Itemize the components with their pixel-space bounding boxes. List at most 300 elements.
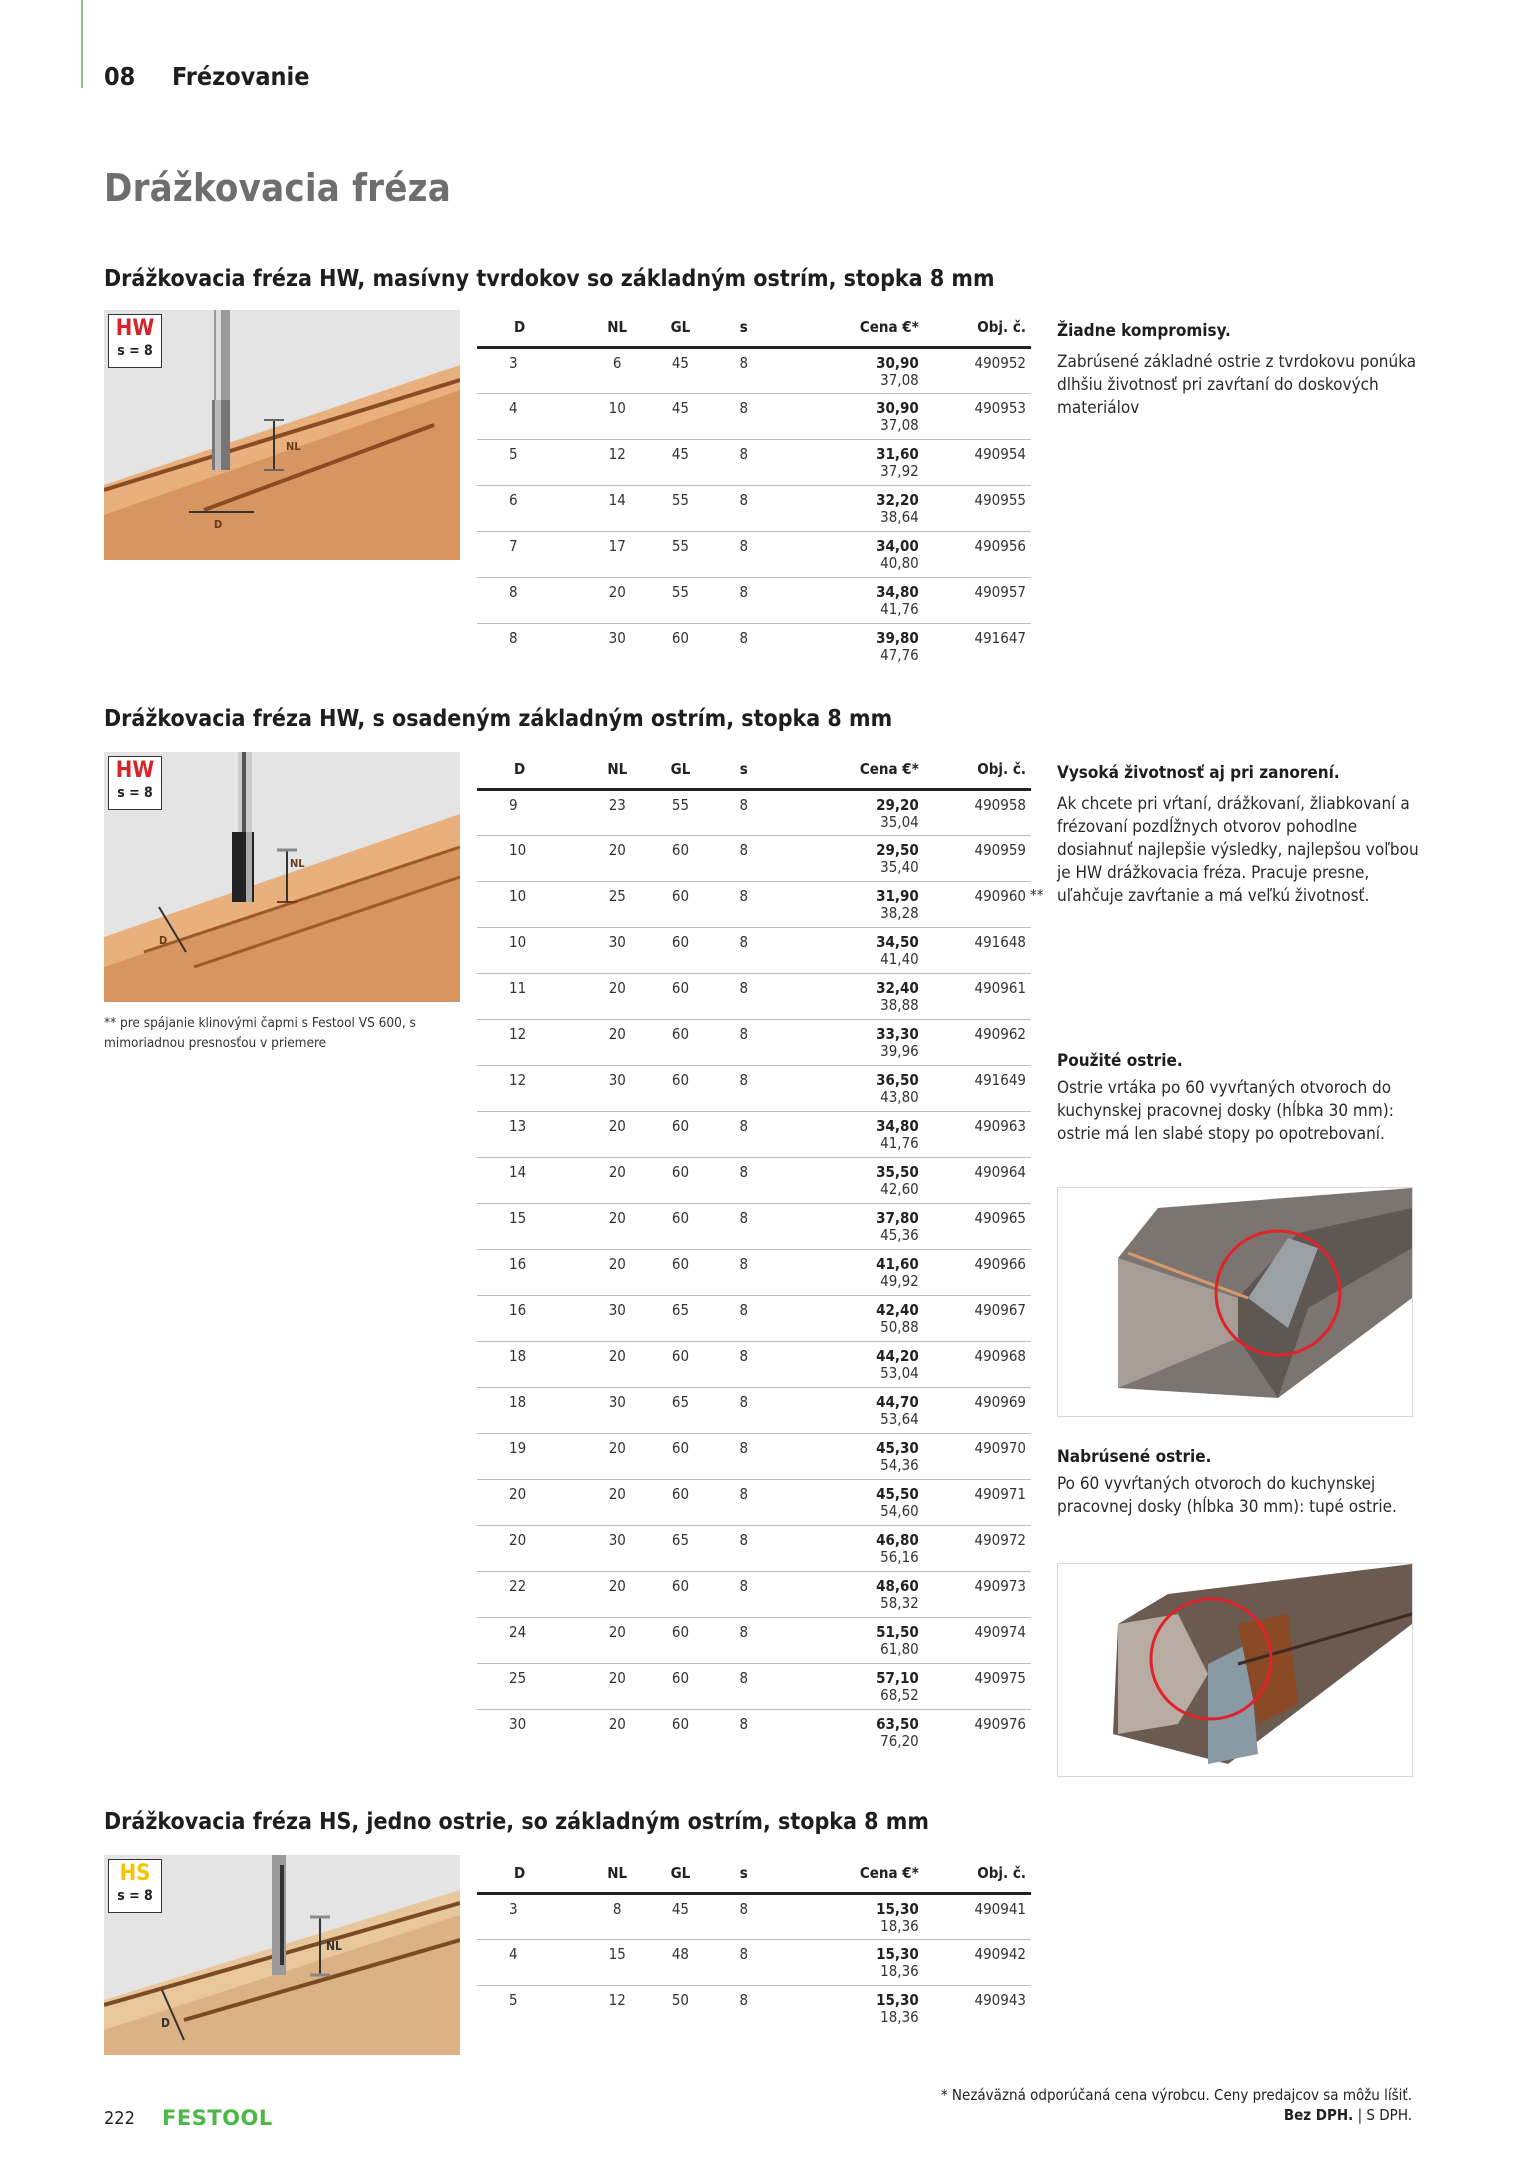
- col-order-no: Obj. č.: [931, 1864, 1031, 1894]
- cell-price: [775, 1020, 931, 1066]
- cell-d: 22: [477, 1572, 587, 1618]
- cell-d: 5: [477, 440, 586, 486]
- cell-d: 8: [509, 629, 518, 647]
- cell-price: [775, 882, 931, 928]
- cell-nl: 30: [587, 1526, 648, 1572]
- order-number: 490961: [974, 979, 1026, 997]
- price-legend-gross: | S DPH.: [1353, 2106, 1412, 2124]
- price-net: 41,60: [876, 1255, 919, 1273]
- badge-shank: s = 8: [117, 1888, 153, 1904]
- cell-order-no: [931, 348, 1031, 394]
- cell-nl: 12: [586, 440, 648, 486]
- cell-order-no: [931, 1342, 1031, 1388]
- order-number: 490975: [974, 1669, 1026, 1687]
- cell-s: 8: [713, 1618, 775, 1664]
- badge-material: HW: [115, 316, 155, 341]
- badge-material: HS: [119, 1861, 151, 1886]
- cell-gl: 45: [648, 394, 713, 440]
- price-net: 45,30: [876, 1439, 919, 1457]
- badge-shank: s = 8: [117, 343, 153, 359]
- table-row: [477, 486, 1031, 532]
- cell-price: [775, 624, 931, 670]
- cell-order-no: [931, 1986, 1031, 2032]
- cell-d: 11: [477, 974, 587, 1020]
- cell-price: [775, 1480, 931, 1526]
- order-no-wrap: [974, 1715, 1026, 1733]
- order-no-wrap: [974, 537, 1026, 555]
- cell-gl: 60: [648, 1066, 713, 1112]
- cell-order-no: [931, 1250, 1031, 1296]
- spec-table-hw-basic: [477, 318, 1031, 670]
- table-row: [477, 624, 1031, 670]
- price-gross: 54,36: [880, 1456, 919, 1474]
- order-number: 490953: [974, 399, 1026, 417]
- price-net: 15,30: [876, 1900, 919, 1918]
- cell-s: 8: [713, 1388, 775, 1434]
- cell-price: [775, 1526, 931, 1572]
- used-edge-text: Ostrie vrtáka po 60 vyvŕtaných otvoroch do kuchynskej pracovnej dosky (hĺbka 30 mm): ostrie má len slabé stopy po opotrebovaní.: [1057, 1078, 1394, 1144]
- cell-d: 12: [477, 1066, 587, 1112]
- table-header-row: [477, 1864, 1031, 1894]
- table-row: [477, 1940, 1031, 1986]
- cell-nl: 20: [587, 1158, 648, 1204]
- cell-order-no: [931, 1434, 1031, 1480]
- price-net: 32,40: [876, 979, 919, 997]
- order-no-wrap: [974, 1531, 1026, 1549]
- col-nl: NL: [587, 760, 648, 790]
- order-no-wrap: [974, 841, 1026, 859]
- chapter-title: Frézovanie: [172, 62, 310, 91]
- price-net: 30,90: [876, 354, 919, 372]
- cell-gl: 60: [671, 629, 689, 647]
- cell-nl: 20: [587, 1480, 648, 1526]
- cell-d: 4: [477, 394, 586, 440]
- photo-used-edge: [1057, 1187, 1413, 1417]
- product-diagram-hw-stepped: [104, 752, 460, 1002]
- cell-s: 8: [713, 1526, 775, 1572]
- cell-nl: 20: [587, 1618, 648, 1664]
- cell-nl: 8: [586, 1894, 648, 1940]
- cell-nl: 20: [608, 1715, 626, 1733]
- order-no-wrap: [974, 1945, 1026, 1963]
- order-no-wrap: [974, 979, 1026, 997]
- cell-gl: 65: [648, 1388, 713, 1434]
- cell-gl: 60: [648, 882, 713, 928]
- cell-gl: 65: [648, 1526, 713, 1572]
- cell-gl: 65: [648, 1296, 713, 1342]
- cell-d: 9: [477, 790, 587, 836]
- col-price: Cena €*: [775, 1864, 931, 1894]
- cell-d: 14: [477, 1158, 587, 1204]
- price-gross: 76,20: [880, 1732, 919, 1750]
- cell-price: [775, 1710, 931, 1756]
- cell-price: [775, 1066, 931, 1112]
- cell-d: 10: [477, 836, 587, 882]
- cell-s: 8: [713, 394, 775, 440]
- diagram-d-label: D: [214, 518, 223, 531]
- cell-nl: 14: [586, 486, 648, 532]
- table-row: [477, 1480, 1031, 1526]
- cell-d: 10: [477, 928, 587, 974]
- cell-order-no: [931, 1388, 1031, 1434]
- table-row: [477, 1296, 1031, 1342]
- price-net: 31,60: [876, 445, 919, 463]
- cell-gl: 60: [671, 1715, 690, 1733]
- cell-nl: 20: [586, 578, 648, 624]
- cell-nl: 20: [587, 1204, 648, 1250]
- cell-s: 8: [713, 532, 775, 578]
- cell-price: [775, 532, 931, 578]
- price-net: 15,30: [876, 1991, 919, 2009]
- cell-price: [775, 394, 931, 440]
- table-row: [477, 928, 1031, 974]
- order-no-wrap: [974, 1163, 1026, 1181]
- price-gross: 18,36: [880, 2008, 919, 2026]
- price-gross: 42,60: [880, 1180, 919, 1198]
- table-row: [477, 1434, 1031, 1480]
- price-net: 29,50: [876, 841, 919, 859]
- cell-price: [775, 1894, 931, 1940]
- cell-gl: 55: [648, 578, 713, 624]
- price-gross: 39,96: [880, 1042, 919, 1060]
- table-row: [477, 882, 1031, 928]
- col-d: D: [477, 1864, 586, 1894]
- col-gl: GL: [648, 760, 713, 790]
- col-d: D: [477, 760, 587, 790]
- tool-type-badge: [108, 1859, 162, 1913]
- price-gross: 49,92: [880, 1272, 919, 1290]
- cell-order-no: [931, 440, 1031, 486]
- feature-heading: Žiadne kompromisy.: [1057, 321, 1231, 341]
- col-price: Cena €*: [775, 318, 931, 348]
- cell-gl: 60: [648, 1434, 713, 1480]
- cell-d: 30: [509, 1715, 527, 1733]
- order-number: 490972: [974, 1531, 1026, 1549]
- price-net: 44,70: [876, 1393, 919, 1411]
- cell-gl: 60: [648, 1250, 713, 1296]
- footnote-marker: **: [1030, 886, 1044, 904]
- table-row: [477, 1664, 1031, 1710]
- order-number: 490974: [974, 1623, 1026, 1641]
- cell-price: [775, 790, 931, 836]
- cell-s: 8: [713, 440, 775, 486]
- price-gross: 37,92: [880, 462, 919, 480]
- order-no-wrap: [974, 933, 1026, 951]
- price-gross: 40,80: [880, 554, 919, 572]
- diagram-nl-label: NL: [290, 857, 305, 870]
- order-no-wrap: [974, 796, 1026, 814]
- vs600-footnote: ** pre spájanie klinovými čapmi s Festool VS 600, s mimoriadnou presnosťou v priemere: [104, 1015, 416, 1051]
- price-gross: 37,08: [880, 371, 919, 389]
- cell-order-no: [931, 1710, 1031, 1756]
- table-row: [477, 790, 1031, 836]
- order-number: 490973: [974, 1577, 1026, 1595]
- cell-order-no: [931, 532, 1031, 578]
- price-net: 57,10: [876, 1669, 919, 1687]
- cell-order-no: [931, 1158, 1031, 1204]
- cell-price: [775, 1158, 931, 1204]
- cell-price: [775, 1664, 931, 1710]
- cell-nl: 23: [587, 790, 648, 836]
- cell-d: 13: [477, 1112, 587, 1158]
- table-row: [477, 1986, 1031, 2032]
- order-number: 490957: [974, 583, 1026, 601]
- cell-s: 8: [713, 1158, 775, 1204]
- cell-gl: 45: [648, 348, 713, 394]
- section-title: Drážkovacia fréza HS, jedno ostrie, so základným ostrím, stopka 8 mm: [104, 1809, 929, 1835]
- order-no-wrap: [974, 1669, 1026, 1687]
- price-net: 34,00: [876, 537, 919, 555]
- cell-order-no: [931, 394, 1031, 440]
- order-number: 491647: [974, 629, 1026, 647]
- order-no-wrap: [974, 1393, 1026, 1411]
- cell-gl: 45: [648, 1894, 713, 1940]
- badge-material: HW: [115, 758, 155, 783]
- order-number: 490960: [974, 887, 1026, 905]
- price-disclaimer: [941, 2085, 1412, 2125]
- cell-order-no: [931, 1894, 1031, 1940]
- cell-price: [775, 1434, 931, 1480]
- table-row: [477, 1388, 1031, 1434]
- spec-table-hs: [477, 1864, 1031, 2032]
- cell-s: 8: [713, 1480, 775, 1526]
- order-number: 490958: [974, 796, 1026, 814]
- table-row: [477, 1066, 1031, 1112]
- table-row: [477, 394, 1031, 440]
- price-gross: 47,76: [880, 646, 919, 664]
- cell-s: 8: [713, 1020, 775, 1066]
- spec-table-hw-stepped: [477, 760, 1044, 1756]
- page-number: 222: [104, 2108, 135, 2129]
- cell-gl: 45: [648, 440, 713, 486]
- photo-sharpened-edge: [1057, 1563, 1413, 1777]
- price-net: 63,50: [876, 1715, 919, 1733]
- cell-d: 4: [477, 1940, 586, 1986]
- order-number: 490967: [974, 1301, 1026, 1319]
- cell-s: 8: [713, 1664, 775, 1710]
- cell-order-no: [931, 1618, 1031, 1664]
- cell-nl: 6: [586, 348, 648, 394]
- price-net: 29,20: [876, 796, 919, 814]
- cell-nl: 20: [587, 1020, 648, 1066]
- tool-type-badge: [108, 756, 162, 810]
- cell-s: 8: [739, 629, 749, 647]
- order-number: 490964: [974, 1163, 1026, 1181]
- feature-heading: Vysoká životnosť aj pri zanorení.: [1057, 763, 1340, 783]
- order-number: 490966: [974, 1255, 1026, 1273]
- cell-d: 20: [477, 1526, 587, 1572]
- price-net: 48,60: [876, 1577, 919, 1595]
- cell-order-no: [931, 882, 1044, 928]
- price-gross: 18,36: [880, 1962, 919, 1980]
- price-gross: 61,80: [880, 1640, 919, 1658]
- cell-nl: 30: [587, 1066, 648, 1112]
- cell-d: 5: [509, 1991, 518, 2009]
- table-row: [477, 1342, 1031, 1388]
- cell-d: 12: [477, 1020, 587, 1066]
- cell-s: 8: [713, 1572, 775, 1618]
- cell-nl: 25: [587, 882, 648, 928]
- cell-gl: 60: [648, 1204, 713, 1250]
- order-number: 490956: [974, 537, 1026, 555]
- cell-gl: 55: [648, 790, 713, 836]
- cell-price: [775, 1250, 931, 1296]
- diagram-nl-label: NL: [326, 1939, 342, 1953]
- order-no-wrap: [974, 1900, 1026, 1918]
- cell-nl: 20: [587, 1250, 648, 1296]
- cell-price: [775, 1112, 931, 1158]
- price-gross: 53,04: [880, 1364, 919, 1382]
- tool-type-badge: [108, 314, 162, 368]
- price-net: 51,50: [876, 1623, 919, 1641]
- cell-order-no: [931, 1296, 1031, 1342]
- order-number: 490955: [974, 491, 1026, 509]
- cell-s: 8: [739, 1715, 749, 1733]
- price-net: 33,30: [876, 1025, 919, 1043]
- table-row: [477, 1112, 1031, 1158]
- cell-d: 6: [477, 486, 586, 532]
- feature-note: [1057, 320, 1427, 420]
- cell-order-no: [931, 578, 1031, 624]
- price-gross: 41,76: [880, 600, 919, 618]
- cell-order-no: [931, 928, 1031, 974]
- price-legend-net: Bez DPH.: [1283, 2106, 1354, 2124]
- chapter-number: 08: [104, 62, 136, 91]
- price-net: 32,20: [876, 491, 919, 509]
- cell-price: [775, 1204, 931, 1250]
- price-net: 30,90: [876, 399, 919, 417]
- price-net: 31,90: [876, 887, 919, 905]
- cell-order-no: [931, 836, 1031, 882]
- table-row: [477, 578, 1031, 624]
- price-net: 34,80: [876, 1117, 919, 1135]
- cell-gl: 60: [648, 974, 713, 1020]
- order-no-wrap: [974, 1209, 1026, 1227]
- sharpened-edge-heading: Nabrúsené ostrie.: [1057, 1447, 1212, 1467]
- cell-d: 24: [477, 1618, 587, 1664]
- cell-price: [775, 974, 931, 1020]
- page-title: Drážkovacia fréza: [104, 166, 451, 210]
- price-gross: 38,64: [880, 508, 919, 526]
- cell-order-no: [931, 1664, 1031, 1710]
- cell-price: [775, 348, 931, 394]
- order-no-wrap: [974, 1577, 1026, 1595]
- cell-d: 8: [477, 578, 586, 624]
- cell-nl: 20: [587, 1572, 648, 1618]
- order-number: 490954: [974, 445, 1026, 463]
- cell-nl: 30: [587, 1296, 648, 1342]
- cell-s: 8: [713, 974, 775, 1020]
- used-edge-heading: Použité ostrie.: [1057, 1051, 1183, 1071]
- order-no-wrap: [974, 1117, 1026, 1135]
- price-net: 46,80: [876, 1531, 919, 1549]
- cell-nl: 20: [587, 1434, 648, 1480]
- cell-nl: 30: [608, 629, 626, 647]
- table-row: [477, 1250, 1031, 1296]
- price-gross: 38,88: [880, 996, 919, 1014]
- order-number: 490959: [974, 841, 1026, 859]
- sharpened-edge-note: [1057, 1446, 1427, 1519]
- col-price: Cena €*: [775, 760, 931, 790]
- table-row: [477, 974, 1031, 1020]
- cell-gl: 48: [648, 1940, 713, 1986]
- cell-order-no: [931, 974, 1031, 1020]
- cell-nl: 20: [587, 836, 648, 882]
- feature-note: [1057, 762, 1427, 908]
- order-no-wrap: [974, 1071, 1026, 1089]
- cell-price: [775, 836, 931, 882]
- cell-s: 8: [713, 928, 775, 974]
- price-net: 37,80: [876, 1209, 919, 1227]
- order-no-wrap: [974, 445, 1026, 463]
- table-row: [477, 1020, 1031, 1066]
- table-row: [477, 1894, 1031, 1940]
- cell-nl: 20: [587, 1664, 648, 1710]
- cell-s: 8: [713, 1112, 775, 1158]
- price-gross: 56,16: [880, 1548, 919, 1566]
- cell-gl: 60: [648, 928, 713, 974]
- price-gross: 54,60: [880, 1502, 919, 1520]
- cell-gl: 60: [648, 1342, 713, 1388]
- cell-s: 8: [713, 1434, 775, 1480]
- order-number: 490968: [974, 1347, 1026, 1365]
- cell-price: [775, 1342, 931, 1388]
- cell-nl: 10: [586, 394, 648, 440]
- price-net: 36,50: [876, 1071, 919, 1089]
- order-number: 490941: [974, 1900, 1026, 1918]
- cell-price: [775, 486, 931, 532]
- cell-gl: 60: [648, 1618, 713, 1664]
- table-header-row: [477, 318, 1031, 348]
- col-gl: GL: [648, 318, 713, 348]
- price-net: 39,80: [876, 629, 919, 647]
- order-no-wrap: [974, 1991, 1026, 2009]
- order-no-wrap: [974, 399, 1026, 417]
- order-no-wrap: [974, 629, 1026, 647]
- price-net: 45,50: [876, 1485, 919, 1503]
- table-row: [477, 1526, 1031, 1572]
- cell-order-no: [931, 1572, 1031, 1618]
- order-no-wrap: [974, 1301, 1026, 1319]
- col-order-no: Obj. č.: [931, 760, 1031, 790]
- cell-order-no: [931, 1066, 1031, 1112]
- price-net: 34,50: [876, 933, 919, 951]
- disclaimer-text: * Nezáväzná odporúčaná cena výrobcu. Ceny predajcov sa môžu líšiť.: [940, 2086, 1412, 2104]
- cell-order-no: [931, 1940, 1031, 1986]
- table-row: [477, 1710, 1031, 1756]
- chapter-rule: [81, 0, 83, 88]
- cell-d: 19: [477, 1434, 587, 1480]
- price-gross: 68,52: [880, 1686, 919, 1704]
- col-nl: NL: [586, 1864, 648, 1894]
- order-number: 490943: [974, 1991, 1026, 2009]
- cell-s: 8: [713, 1066, 775, 1112]
- cell-price: [775, 928, 931, 974]
- table-row: [477, 348, 1031, 394]
- cell-d: 25: [477, 1664, 587, 1710]
- cell-nl: 15: [586, 1940, 648, 1986]
- price-gross: 18,36: [880, 1917, 919, 1935]
- cell-s: 8: [713, 348, 775, 394]
- cell-order-no: [931, 1480, 1031, 1526]
- cell-nl: 20: [587, 974, 648, 1020]
- order-no-wrap: [974, 1485, 1026, 1503]
- cell-d: 15: [477, 1204, 587, 1250]
- diagram-d-label: D: [159, 934, 168, 947]
- table-header-row: [477, 760, 1031, 790]
- order-no-wrap: [974, 1025, 1026, 1043]
- badge-shank: s = 8: [117, 785, 153, 801]
